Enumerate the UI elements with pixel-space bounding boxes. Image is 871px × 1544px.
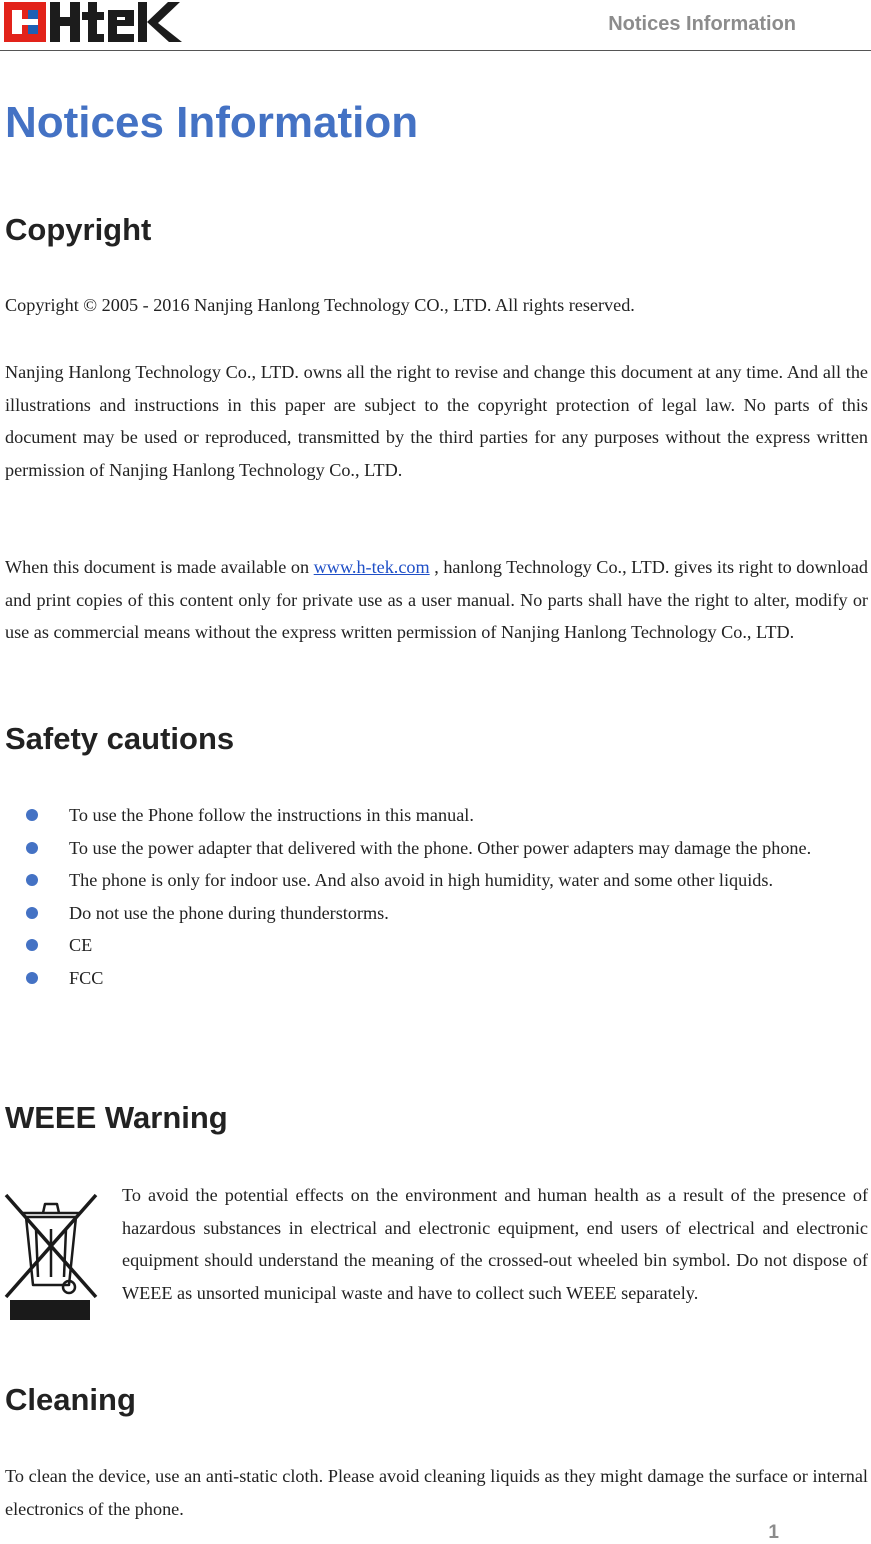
copyright-paragraph: Nanjing Hanlong Technology Co., LTD. owns all the right to revise and change this document at any time. And all the illustrations and instructions in this paper are subject to the copyright protection of legal law. No parts of this document may be used or reproduced, transmitted by the third parties for any purposes without the express written permission of Nanjing Hanlong Technology Co., LTD. [5,362,868,480]
bullet-icon [26,874,38,886]
availability-text-end: , hanlong Technology Co., LTD. gives its right to download and print copies of this content only for private use as a user manual. No parts shall have the right to alter, modify or use as commercial means without the express written permission of Nanjing Hanlong Technology Co., LTD. [5,557,869,642]
section-heading-cleaning: Cleaning [5,1382,136,1417]
page-title: Notices Information [5,98,419,147]
website-link[interactable]: www.h-tek.com [313,557,430,577]
section-heading-safety: Safety cautions [5,721,235,756]
copyright-line: Copyright © 2005 - 2016 Nanjing Hanlong Technology CO., LTD. All rights reserved. [5,295,635,315]
safety-list-item [0,864,868,897]
crossed-out-wheeled-bin-icon [0,1185,102,1330]
weee-paragraph: To avoid the potential effects on the environment and human health as a result of the presence of hazardous substances in electrical and electronic equipment, end users of electrical and electronic equipment should understand the meaning of the crossed-out wheeled bin symbol. Do not dispose of WEEE as unsorted municipal waste and have to collect such WEEE separately. [122,1185,868,1303]
bullet-icon [26,907,38,919]
section-heading-copyright: Copyright [5,212,152,247]
availability-paragraph [5,551,868,649]
safety-list [0,799,868,994]
safety-item-text: CE [69,935,93,955]
safety-list-item [0,897,868,930]
page-header [0,0,871,51]
availability-text-start: When this document is made available on [5,557,314,577]
safety-list-item [0,929,868,962]
safety-item-text: The phone is only for indoor use. And also avoid in high humidity, water and some other liquids. [69,870,773,890]
htek-logo [4,2,190,42]
safety-item-text: To use the Phone follow the instructions in this manual. [69,805,474,825]
safety-list-item [0,962,868,995]
cleaning-paragraph: To clean the device, use an anti-static cloth. Please avoid cleaning liquids as they might damage the surface or internal electronics of the phone. [5,1466,868,1519]
section-heading-weee: WEEE Warning [5,1100,228,1135]
safety-item-text: To use the power adapter that delivered with the phone. Other power adapters may damage the phone. [69,837,812,858]
safety-list-item [0,832,868,865]
page-number: 1 [768,1522,779,1543]
safety-item-text: Do not use the phone during thunderstorms. [69,902,389,923]
bullet-icon [26,842,38,854]
safety-list-item [0,799,868,832]
bullet-icon [26,972,38,984]
safety-item-text: FCC [69,967,104,988]
header-title: Notices Information [608,13,796,35]
bullet-icon [26,809,38,821]
bullet-icon [26,939,38,951]
